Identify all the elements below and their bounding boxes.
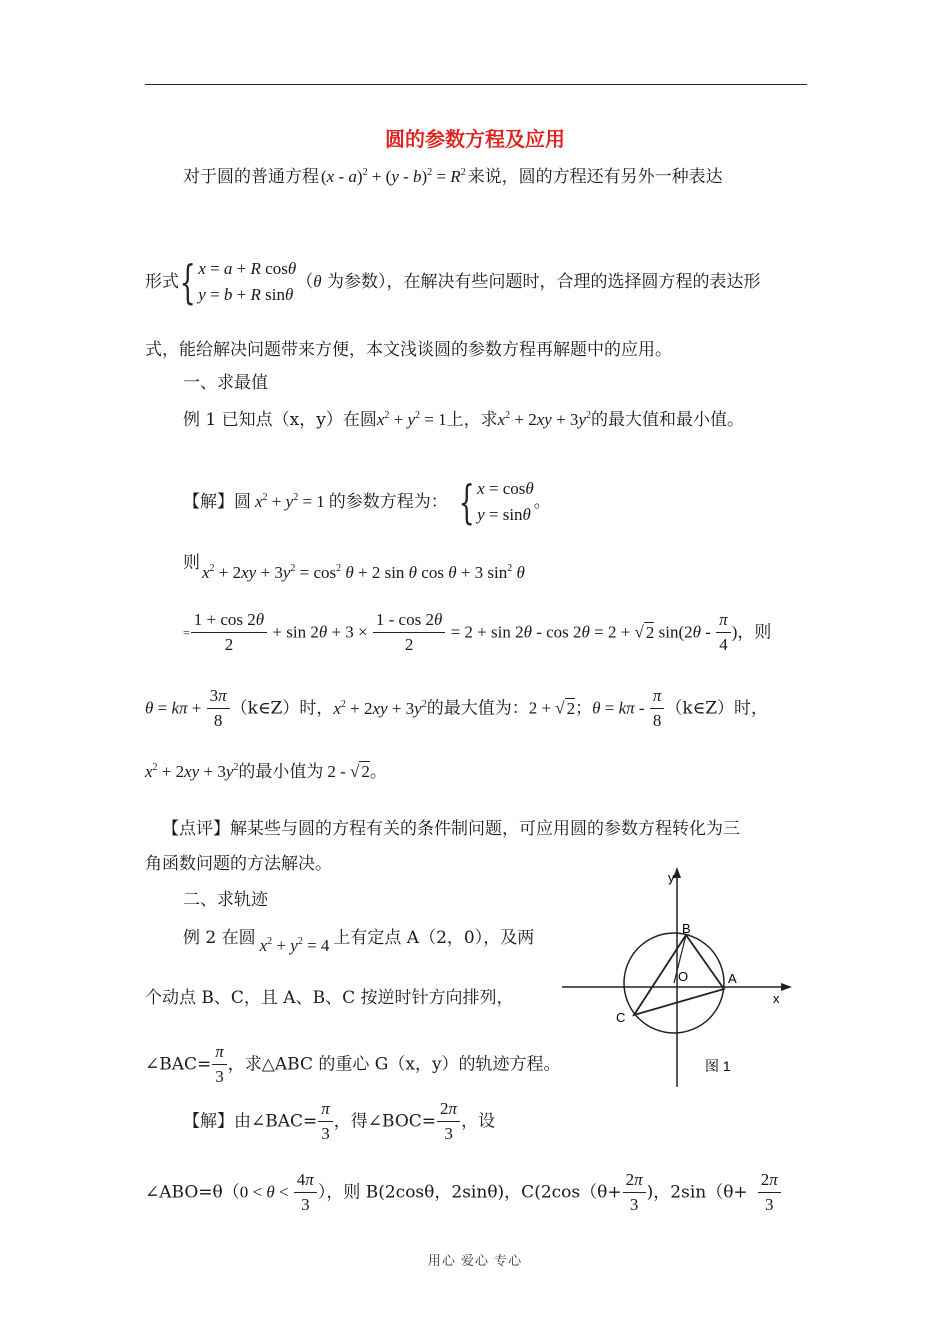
- example-2-line-3: ∠BAC= $\frac{\pi}{3}$ ，求△ABC 的重心 G（x，y）的轨迹方程。: [145, 1042, 561, 1086]
- min-line: $x^2 + 2xy + 3y^2$的最小值为 2 - √ 2。: [145, 762, 387, 782]
- label-b: B: [682, 921, 691, 936]
- solution-2-line-2: ∠ABO=θ（0 < θ < $\frac{4\pi}{3}$ ），则 B(2cosθ，2sinθ)，C(2cos（θ+ $\frac{2\pi}{3}$ )，2sin（θ+ $\frac{2\pi}{3}$: [145, 1168, 782, 1217]
- x-axis-arrow: [781, 983, 792, 991]
- intro-line-3: 式，能给解决问题带来方便，本文浅谈圆的参数方程再解题中的应用。: [145, 340, 672, 360]
- header-rule: [145, 84, 807, 85]
- solution-1: 【解】圆 $x^2 + y^2 = 1$ 的参数方程为： { x = cosθ y = sinθ 。: [183, 475, 551, 529]
- intro-line-1: 对于圆的普通方程 $(x - a)^2 + (y - b)^2 = R^2$ 来说，圆的方程还有另外一种表达: [183, 167, 723, 187]
- parametric-system: x = a + R cosθ y = b + R sinθ: [198, 259, 297, 304]
- label-x: x: [773, 991, 780, 1006]
- label-y: y: [668, 870, 675, 885]
- circle-standard-equation: $(x - a)^2 + (y - b)^2 = R^2$: [321, 167, 466, 186]
- example-2-line-2: 个动点 B、C，且 A、B、C 按逆时针方向排列，: [145, 988, 514, 1008]
- label-c: C: [616, 1010, 626, 1025]
- max-line: θ = kπ + $\frac{3\pi}{8}$ （k∈Z）时，$x^2 + 2xy + 3y^2$的最大值为：2 + √ 2；θ = kπ - $\frac{\pi}{8}$ （k∈Z）时，: [145, 686, 769, 730]
- label-o: O: [678, 969, 689, 984]
- label-a: A: [728, 971, 737, 986]
- figure-caption: 图 1: [705, 1058, 731, 1074]
- intro-line-2: 形式{ x = a + R cosθ y = b + R sinθ （θ 为参数），在解决有些问题时，合理的选择圆方程的表达形: [145, 255, 761, 309]
- figure-1-diagram: [560, 865, 795, 1090]
- comment-line-2: 角函数问题的方法解决。: [145, 854, 332, 874]
- example-2: 例 2 在圆 $x^2 + y^2 = 4$ 上有定点 A（2，0），及两: [183, 928, 535, 955]
- page-title: 圆的参数方程及应用: [385, 127, 565, 151]
- example-1: 例 1 已知点（x，y）在圆$x^2 + y^2 = 1$上，求$x^2 + 2xy + 3y^2$的最大值和最小值。: [183, 410, 744, 430]
- page-footer: 用心 爱心 专心: [427, 1254, 523, 1269]
- solution-2: 【解】由∠BAC= $\frac{\pi}{3}$ ，得∠BOC= $\frac{2\pi}{3}$ ，设: [183, 1099, 496, 1143]
- comment-line-1: 【点评】解某些与圆的方程有关的条件制问题，可应用圆的参数方程转化为三: [162, 819, 740, 839]
- section1-heading: 一、求最值: [183, 373, 268, 393]
- section2-heading: 二、求轨迹: [183, 890, 268, 910]
- then-line: 则 $x^2 + 2xy + 3y^2 = \cos^2 \theta + 2$ sin θ cos θ + 3 $\sin^2 \theta$: [183, 553, 525, 582]
- derivation-line: = $\frac{1 + \cos 2\theta}{2}$ + sin 2θ + 3 × $\frac{1 - \cos 2\theta}{2}$ = 2 + sin 2θ - cos 2θ = 2 + √ 2 sin(2θ - $\frac{\pi}{4}$ )，则: [183, 610, 772, 654]
